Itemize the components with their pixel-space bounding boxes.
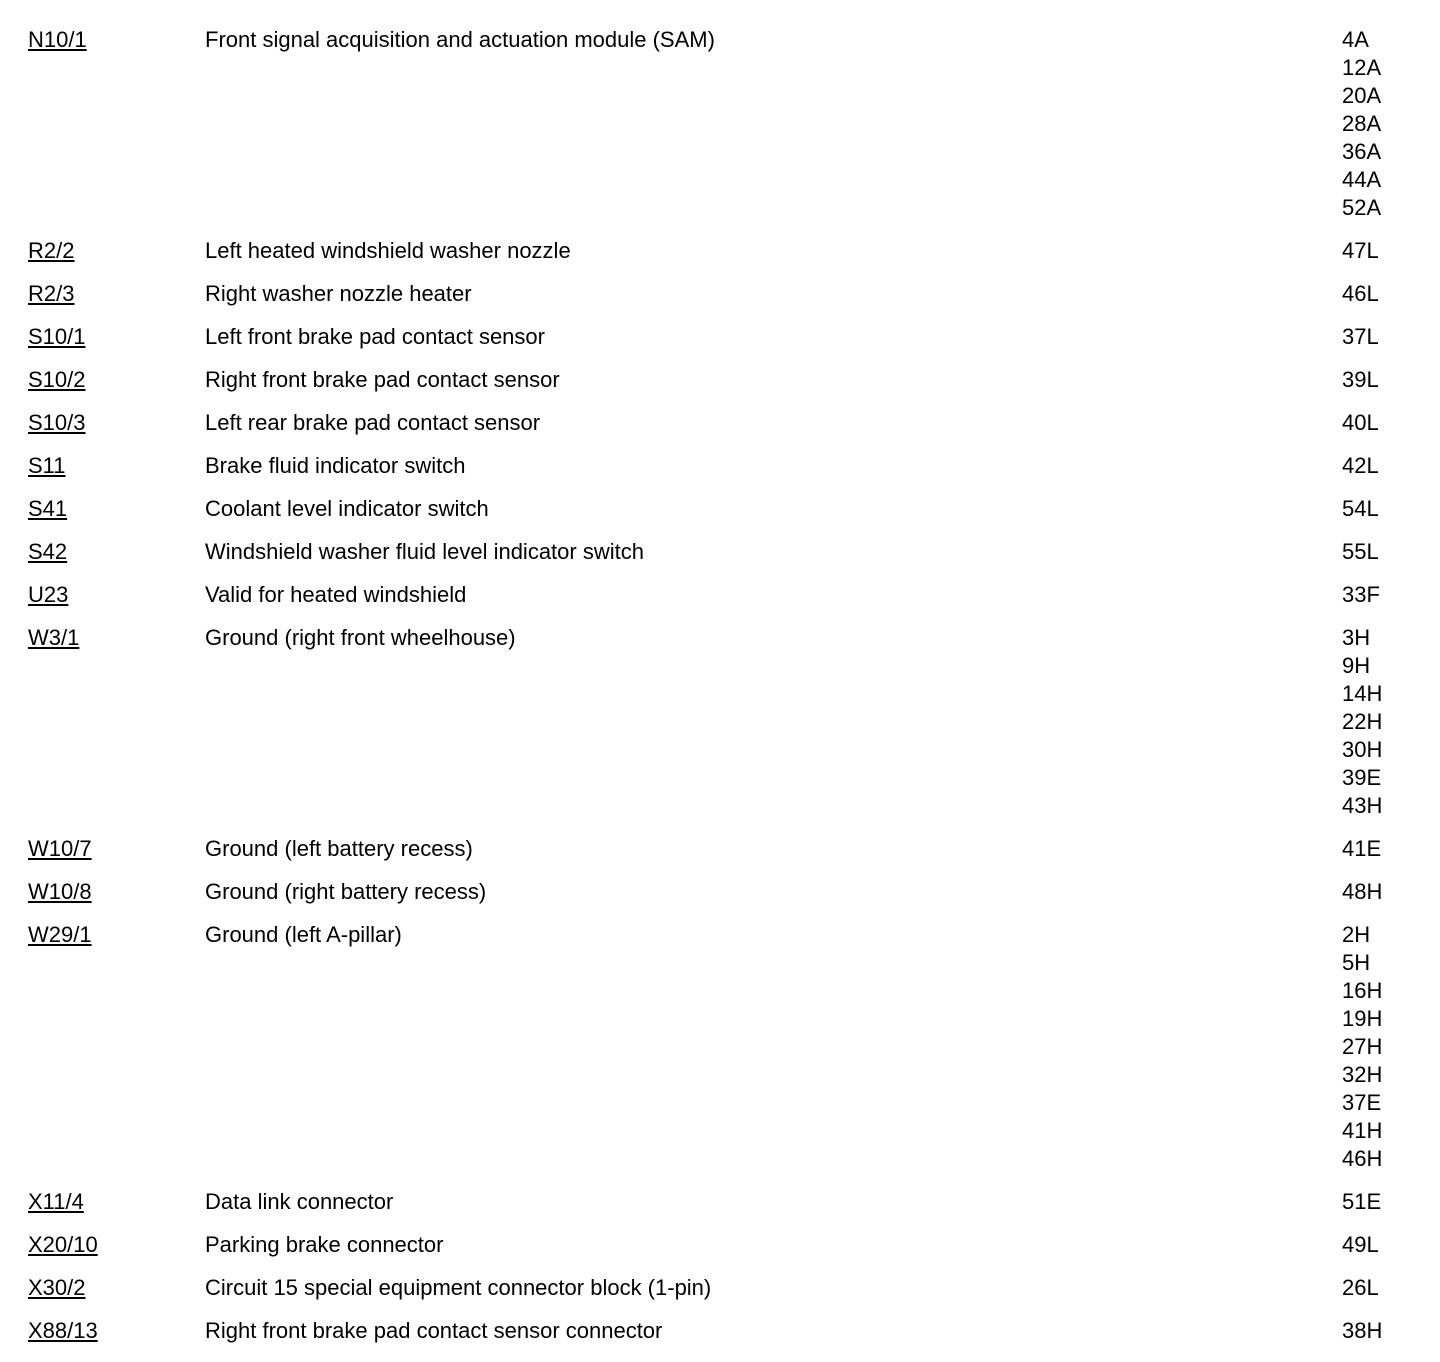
grid-locations xyxy=(1342,624,1440,820)
grid-locations xyxy=(1342,237,1440,265)
component-list xyxy=(0,26,1440,1360)
grid-location: 27H xyxy=(1342,1034,1383,1059)
grid-location: 20A xyxy=(1342,83,1382,108)
component-description: Front signal acquisition and actuation module (SAM) xyxy=(205,27,715,52)
component-description: Valid for heated windshield xyxy=(205,582,467,607)
component-description: Coolant level indicator switch xyxy=(205,496,489,521)
component-description: Brake fluid indicator switch xyxy=(205,453,466,478)
grid-locations xyxy=(1342,835,1440,863)
grid-location: 39L xyxy=(1342,367,1379,392)
grid-locations xyxy=(1342,1317,1440,1345)
table-row xyxy=(0,366,1440,394)
table-row xyxy=(0,581,1440,609)
table-row xyxy=(0,538,1440,566)
table-row xyxy=(0,452,1440,480)
grid-location: 33F xyxy=(1342,582,1380,607)
grid-locations xyxy=(1342,538,1440,566)
component-description: Ground (right front wheelhouse) xyxy=(205,625,516,650)
component-description: Right front brake pad contact sensor connector xyxy=(205,1318,663,1343)
grid-location: 46H xyxy=(1342,1146,1383,1171)
grid-location: 4A xyxy=(1342,27,1369,52)
component-code-link[interactable]: S11 xyxy=(28,453,66,478)
component-description: Left heated windshield washer nozzle xyxy=(205,238,571,263)
grid-location: 32H xyxy=(1342,1062,1383,1087)
grid-location: 43H xyxy=(1342,793,1383,818)
component-code-link[interactable]: S10/1 xyxy=(28,324,86,349)
component-code-link[interactable]: S10/3 xyxy=(28,410,86,435)
component-code-link[interactable]: W29/1 xyxy=(28,922,92,947)
table-row xyxy=(0,237,1440,265)
grid-locations xyxy=(1342,366,1440,394)
table-row xyxy=(0,323,1440,351)
component-description: Data link connector xyxy=(205,1189,394,1214)
grid-location: 36A xyxy=(1342,139,1382,164)
grid-location: 52A xyxy=(1342,195,1382,220)
grid-location: 9H xyxy=(1342,653,1371,678)
grid-locations xyxy=(1342,409,1440,437)
grid-location: 55L xyxy=(1342,539,1379,564)
component-code-link[interactable]: X20/10 xyxy=(28,1232,98,1257)
component-description: Right washer nozzle heater xyxy=(205,281,472,306)
grid-locations xyxy=(1342,452,1440,480)
component-description: Parking brake connector xyxy=(205,1232,444,1257)
component-description: Left front brake pad contact sensor xyxy=(205,324,545,349)
component-description: Ground (left A-pillar) xyxy=(205,922,402,947)
grid-location: 41H xyxy=(1342,1118,1383,1143)
grid-location: 30H xyxy=(1342,737,1383,762)
component-code-link[interactable]: X88/13 xyxy=(28,1318,98,1343)
grid-locations xyxy=(1342,26,1440,222)
table-row xyxy=(0,921,1440,1173)
grid-locations xyxy=(1342,323,1440,351)
component-code-link[interactable]: R2/3 xyxy=(28,281,75,306)
component-code-link[interactable]: S41 xyxy=(28,496,68,521)
component-code-link[interactable]: S10/2 xyxy=(28,367,86,392)
grid-location: 14H xyxy=(1342,681,1383,706)
component-code-link[interactable]: W10/7 xyxy=(28,836,92,861)
grid-location: 38H xyxy=(1342,1318,1383,1343)
component-code-link[interactable]: U23 xyxy=(28,582,69,607)
grid-locations xyxy=(1342,1274,1440,1302)
table-row xyxy=(0,409,1440,437)
grid-location: 46L xyxy=(1342,281,1379,306)
component-description: Right front brake pad contact sensor xyxy=(205,367,560,392)
grid-locations xyxy=(1342,581,1440,609)
table-row xyxy=(0,624,1440,820)
grid-locations xyxy=(1342,1231,1440,1259)
grid-location: 49L xyxy=(1342,1232,1379,1257)
grid-location: 42L xyxy=(1342,453,1379,478)
grid-location: 28A xyxy=(1342,111,1382,136)
grid-location: 39E xyxy=(1342,765,1382,790)
component-description: Left rear brake pad contact sensor xyxy=(205,410,541,435)
grid-location: 19H xyxy=(1342,1006,1383,1031)
grid-location: 48H xyxy=(1342,879,1383,904)
table-row xyxy=(0,835,1440,863)
grid-locations xyxy=(1342,1188,1440,1216)
component-code-link[interactable]: W3/1 xyxy=(28,625,80,650)
grid-locations xyxy=(1342,921,1440,1173)
grid-locations xyxy=(1342,495,1440,523)
component-code-link[interactable]: W10/8 xyxy=(28,879,92,904)
table-row xyxy=(0,878,1440,906)
component-code-link[interactable]: R2/2 xyxy=(28,238,75,263)
grid-location: 5H xyxy=(1342,950,1371,975)
table-row xyxy=(0,1188,1440,1216)
grid-location: 40L xyxy=(1342,410,1379,435)
component-code-link[interactable]: N10/1 xyxy=(28,27,87,52)
component-code-link[interactable]: S42 xyxy=(28,539,68,564)
grid-location: 51E xyxy=(1342,1189,1382,1214)
grid-location: 12A xyxy=(1342,55,1382,80)
grid-location: 47L xyxy=(1342,238,1379,263)
grid-location: 44A xyxy=(1342,167,1382,192)
table-row xyxy=(0,495,1440,523)
table-row xyxy=(0,1317,1440,1345)
component-description: Ground (left battery recess) xyxy=(205,836,473,861)
table-row xyxy=(0,280,1440,308)
table-row xyxy=(0,1231,1440,1259)
component-code-link[interactable]: X11/4 xyxy=(28,1189,84,1214)
grid-location: 16H xyxy=(1342,978,1383,1003)
grid-location: 26L xyxy=(1342,1275,1379,1300)
grid-location: 37L xyxy=(1342,324,1379,349)
component-description: Circuit 15 special equipment connector block (1-pin) xyxy=(205,1275,712,1300)
table-row xyxy=(0,1274,1440,1302)
grid-locations xyxy=(1342,878,1440,906)
component-code-link[interactable]: X30/2 xyxy=(28,1275,86,1300)
grid-location: 37E xyxy=(1342,1090,1382,1115)
grid-location: 3H xyxy=(1342,625,1371,650)
grid-location: 54L xyxy=(1342,496,1379,521)
grid-location: 22H xyxy=(1342,709,1383,734)
grid-location: 2H xyxy=(1342,922,1371,947)
grid-locations xyxy=(1342,280,1440,308)
grid-location: 41E xyxy=(1342,836,1382,861)
table-row xyxy=(0,26,1440,222)
component-description: Windshield washer fluid level indicator switch xyxy=(205,539,644,564)
component-description: Ground (right battery recess) xyxy=(205,879,487,904)
